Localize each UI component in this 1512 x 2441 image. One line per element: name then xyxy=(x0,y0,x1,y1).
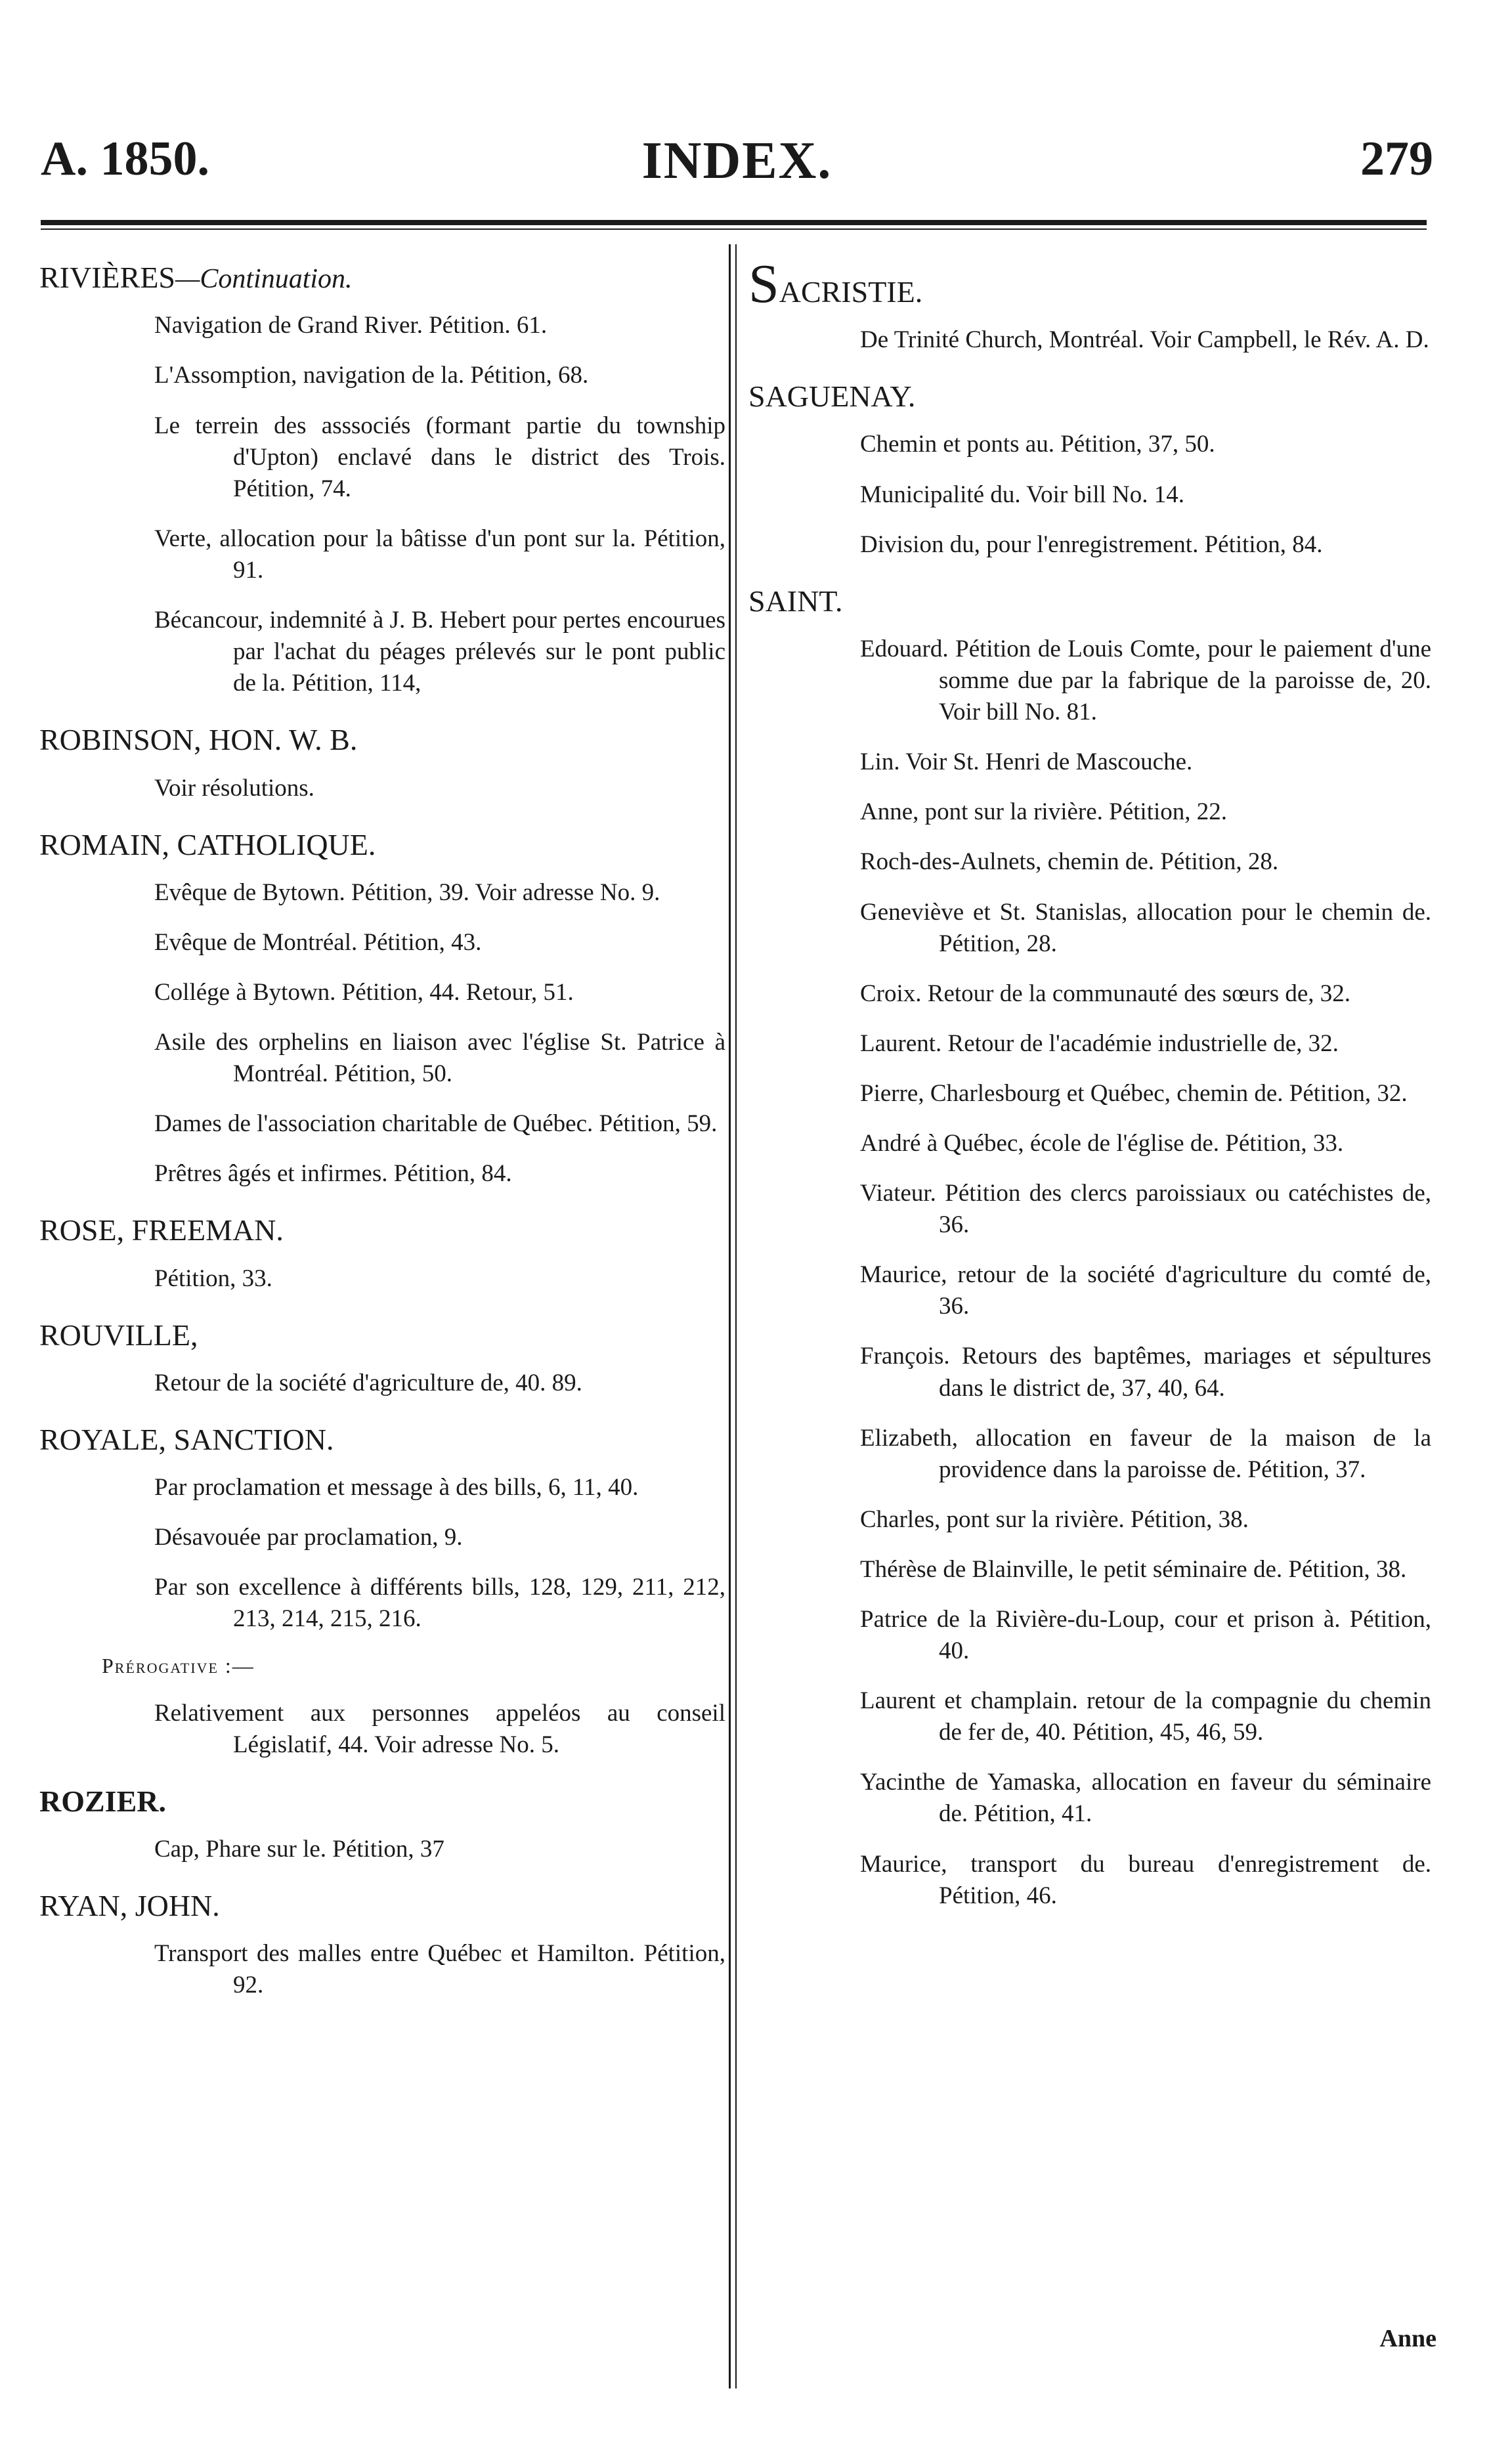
index-heading: SAINT. xyxy=(748,584,843,618)
index-entry: Pétition, 33. xyxy=(154,1264,272,1292)
index-entry: Relativement aux personnes appeléos au conseil Législatif, 44. Voir adresse No. 5. xyxy=(154,1699,725,1758)
index-heading: RYAN, JOHN. xyxy=(39,1889,220,1923)
index-entry: Cap, Phare sur le. Pétition, 37 xyxy=(154,1835,444,1863)
index-entry: Yacinthe de Yamaska, allocation en faveur du séminaire de. Pétition, 41. xyxy=(860,1769,1431,1828)
index-entry: Roch-des-Aulnets, chemin de. Pétition, 28. xyxy=(860,848,1279,876)
header-rule xyxy=(41,220,1427,225)
index-entry: Dames de l'association charitable de Québec. Pétition, 59. xyxy=(154,1110,718,1138)
index-entry: Asile des orphelins en liaison avec l'église St. Patrice à Montréal. Pétition, 50. xyxy=(154,1029,725,1088)
index-entry: Municipalité du. Voir bill No. 14. xyxy=(860,481,1185,508)
index-entry: Charles, pont sur la rivière. Pétition, 38. xyxy=(860,1505,1249,1533)
right-column xyxy=(748,253,1431,1930)
index-entry: Navigation de Grand River. Pétition. 61. xyxy=(154,312,548,339)
index-heading: ROMAIN, CATHOLIQUE. xyxy=(39,827,376,861)
index-subheading: Prérogative :— xyxy=(102,1653,255,1677)
index-entry: Lin. Voir St. Henri de Mascouche. xyxy=(860,748,1193,776)
index-entry: Anne, pont sur la rivière. Pétition, 22. xyxy=(860,798,1228,826)
page-header xyxy=(41,131,1433,190)
index-entry: Désavouée par proclamation, 9. xyxy=(154,1524,463,1551)
index-entry: Par son excellence à différents bills, 128, 129, 211, 212, 213, 214, 215, 216. xyxy=(154,1574,725,1633)
catchword: Anne xyxy=(1379,2325,1436,2352)
header-rule-thin xyxy=(41,228,1427,230)
index-entry: Voir résolutions. xyxy=(154,774,314,802)
index-entry: Evêque de Montréal. Pétition, 43. xyxy=(154,928,482,956)
index-entry: François. Retours des baptêmes, mariages et sépultures dans le district de, 37, 40, 64. xyxy=(860,1343,1431,1402)
index-heading: SAGUENAY. xyxy=(748,379,916,414)
column-divider-thin xyxy=(735,244,737,2388)
page-title: INDEX. xyxy=(641,132,832,190)
index-entry: Chemin et ponts au. Pétition, 37, 50. xyxy=(860,431,1215,458)
index-entry: Laurent. Retour de l'académie industrielle de, 32. xyxy=(860,1029,1339,1057)
index-entry: André à Québec, école de l'église de. Pétition, 33. xyxy=(860,1129,1344,1157)
year-label: A. 1850. xyxy=(41,132,209,186)
index-entry: Par proclamation et message à des bills, 6, 11, 40. xyxy=(154,1474,639,1501)
index-heading: ROSE, FREEMAN. xyxy=(39,1213,284,1247)
index-entry: Edouard. Pétition de Louis Comte, pour le paiement d'une somme due par la fabrique de la paroisse de, 20. Voir bill No. 81. xyxy=(860,635,1431,726)
index-heading: RIVIÈRES—Continuation. xyxy=(39,261,353,294)
index-entry: Maurice, transport du bureau d'enregistrement de. Pétition, 46. xyxy=(860,1850,1431,1909)
index-entry: Maurice, retour de la société d'agriculture du comté de, 36. xyxy=(860,1261,1431,1320)
index-entry: Pierre, Charlesbourg et Québec, chemin de. Pétition, 32. xyxy=(860,1079,1408,1107)
index-entry: Viateur. Pétition des clercs paroissiaux ou catéchistes de, 36. xyxy=(860,1180,1431,1239)
index-entry: Retour de la société d'agriculture de, 40. 89. xyxy=(154,1369,582,1396)
index-entry: Thérèse de Blainville, le petit séminaire de. Pétition, 38. xyxy=(860,1555,1407,1583)
index-entry: L'Assomption, navigation de la. Pétition, 68. xyxy=(154,362,589,389)
index-entry: Le terrein des asssociés (formant partie du township d'Upton) enclavé dans le district des Trois. Pétition, 74. xyxy=(154,412,725,502)
index-heading: ROBINSON, HON. W. B. xyxy=(39,723,358,757)
drop-cap: S xyxy=(748,253,779,314)
index-entry: Transport des malles entre Québec et Hamilton. Pétition, 92. xyxy=(154,1940,725,1999)
index-entry: Bécancour, indemnité à J. B. Hebert pour pertes encourues par l'achat du péages prélevés sur le pont public de la. Pétition, 114, xyxy=(154,607,725,697)
page-number: 279 xyxy=(1360,132,1433,186)
index-entry: Verte, allocation pour la bâtisse d'un pont sur la. Pétition, 91. xyxy=(154,525,725,584)
left-column xyxy=(39,259,725,2020)
index-entry: Collége à Bytown. Pétition, 44. Retour, 51. xyxy=(154,978,574,1006)
index-heading: SACRISTIE. xyxy=(748,253,923,314)
index-entry: De Trinité Church, Montréal. Voir Campbell, le Rév. A. D. xyxy=(860,326,1429,354)
index-entry: Patrice de la Rivière-du-Loup, cour et prison à. Pétition, 40. xyxy=(860,1606,1431,1665)
index-entry: Division du, pour l'enregistrement. Pétition, 84. xyxy=(860,530,1323,558)
index-heading: ROYALE, SANCTION. xyxy=(39,1423,334,1457)
index-heading: ROUVILLE, xyxy=(39,1318,198,1352)
column-divider xyxy=(729,244,731,2388)
index-entry: Croix. Retour de la communauté des sœurs de, 32. xyxy=(860,980,1351,1007)
index-entry: Laurent et champlain. retour de la compagnie du chemin de fer de, 40. Pétition, 45, 46, 59. xyxy=(860,1687,1431,1746)
index-heading: ROZIER. xyxy=(39,1784,166,1818)
index-entry: Geneviève et St. Stanislas, allocation pour le chemin de. Pétition, 28. xyxy=(860,898,1431,957)
index-entry: Evêque de Bytown. Pétition, 39. Voir adresse No. 9. xyxy=(154,878,660,906)
index-entry: Prêtres âgés et infirmes. Pétition, 84. xyxy=(154,1160,512,1188)
index-entry: Elizabeth, allocation en faveur de la maison de la providence dans la paroisse de. Pétition, 37. xyxy=(860,1424,1431,1483)
